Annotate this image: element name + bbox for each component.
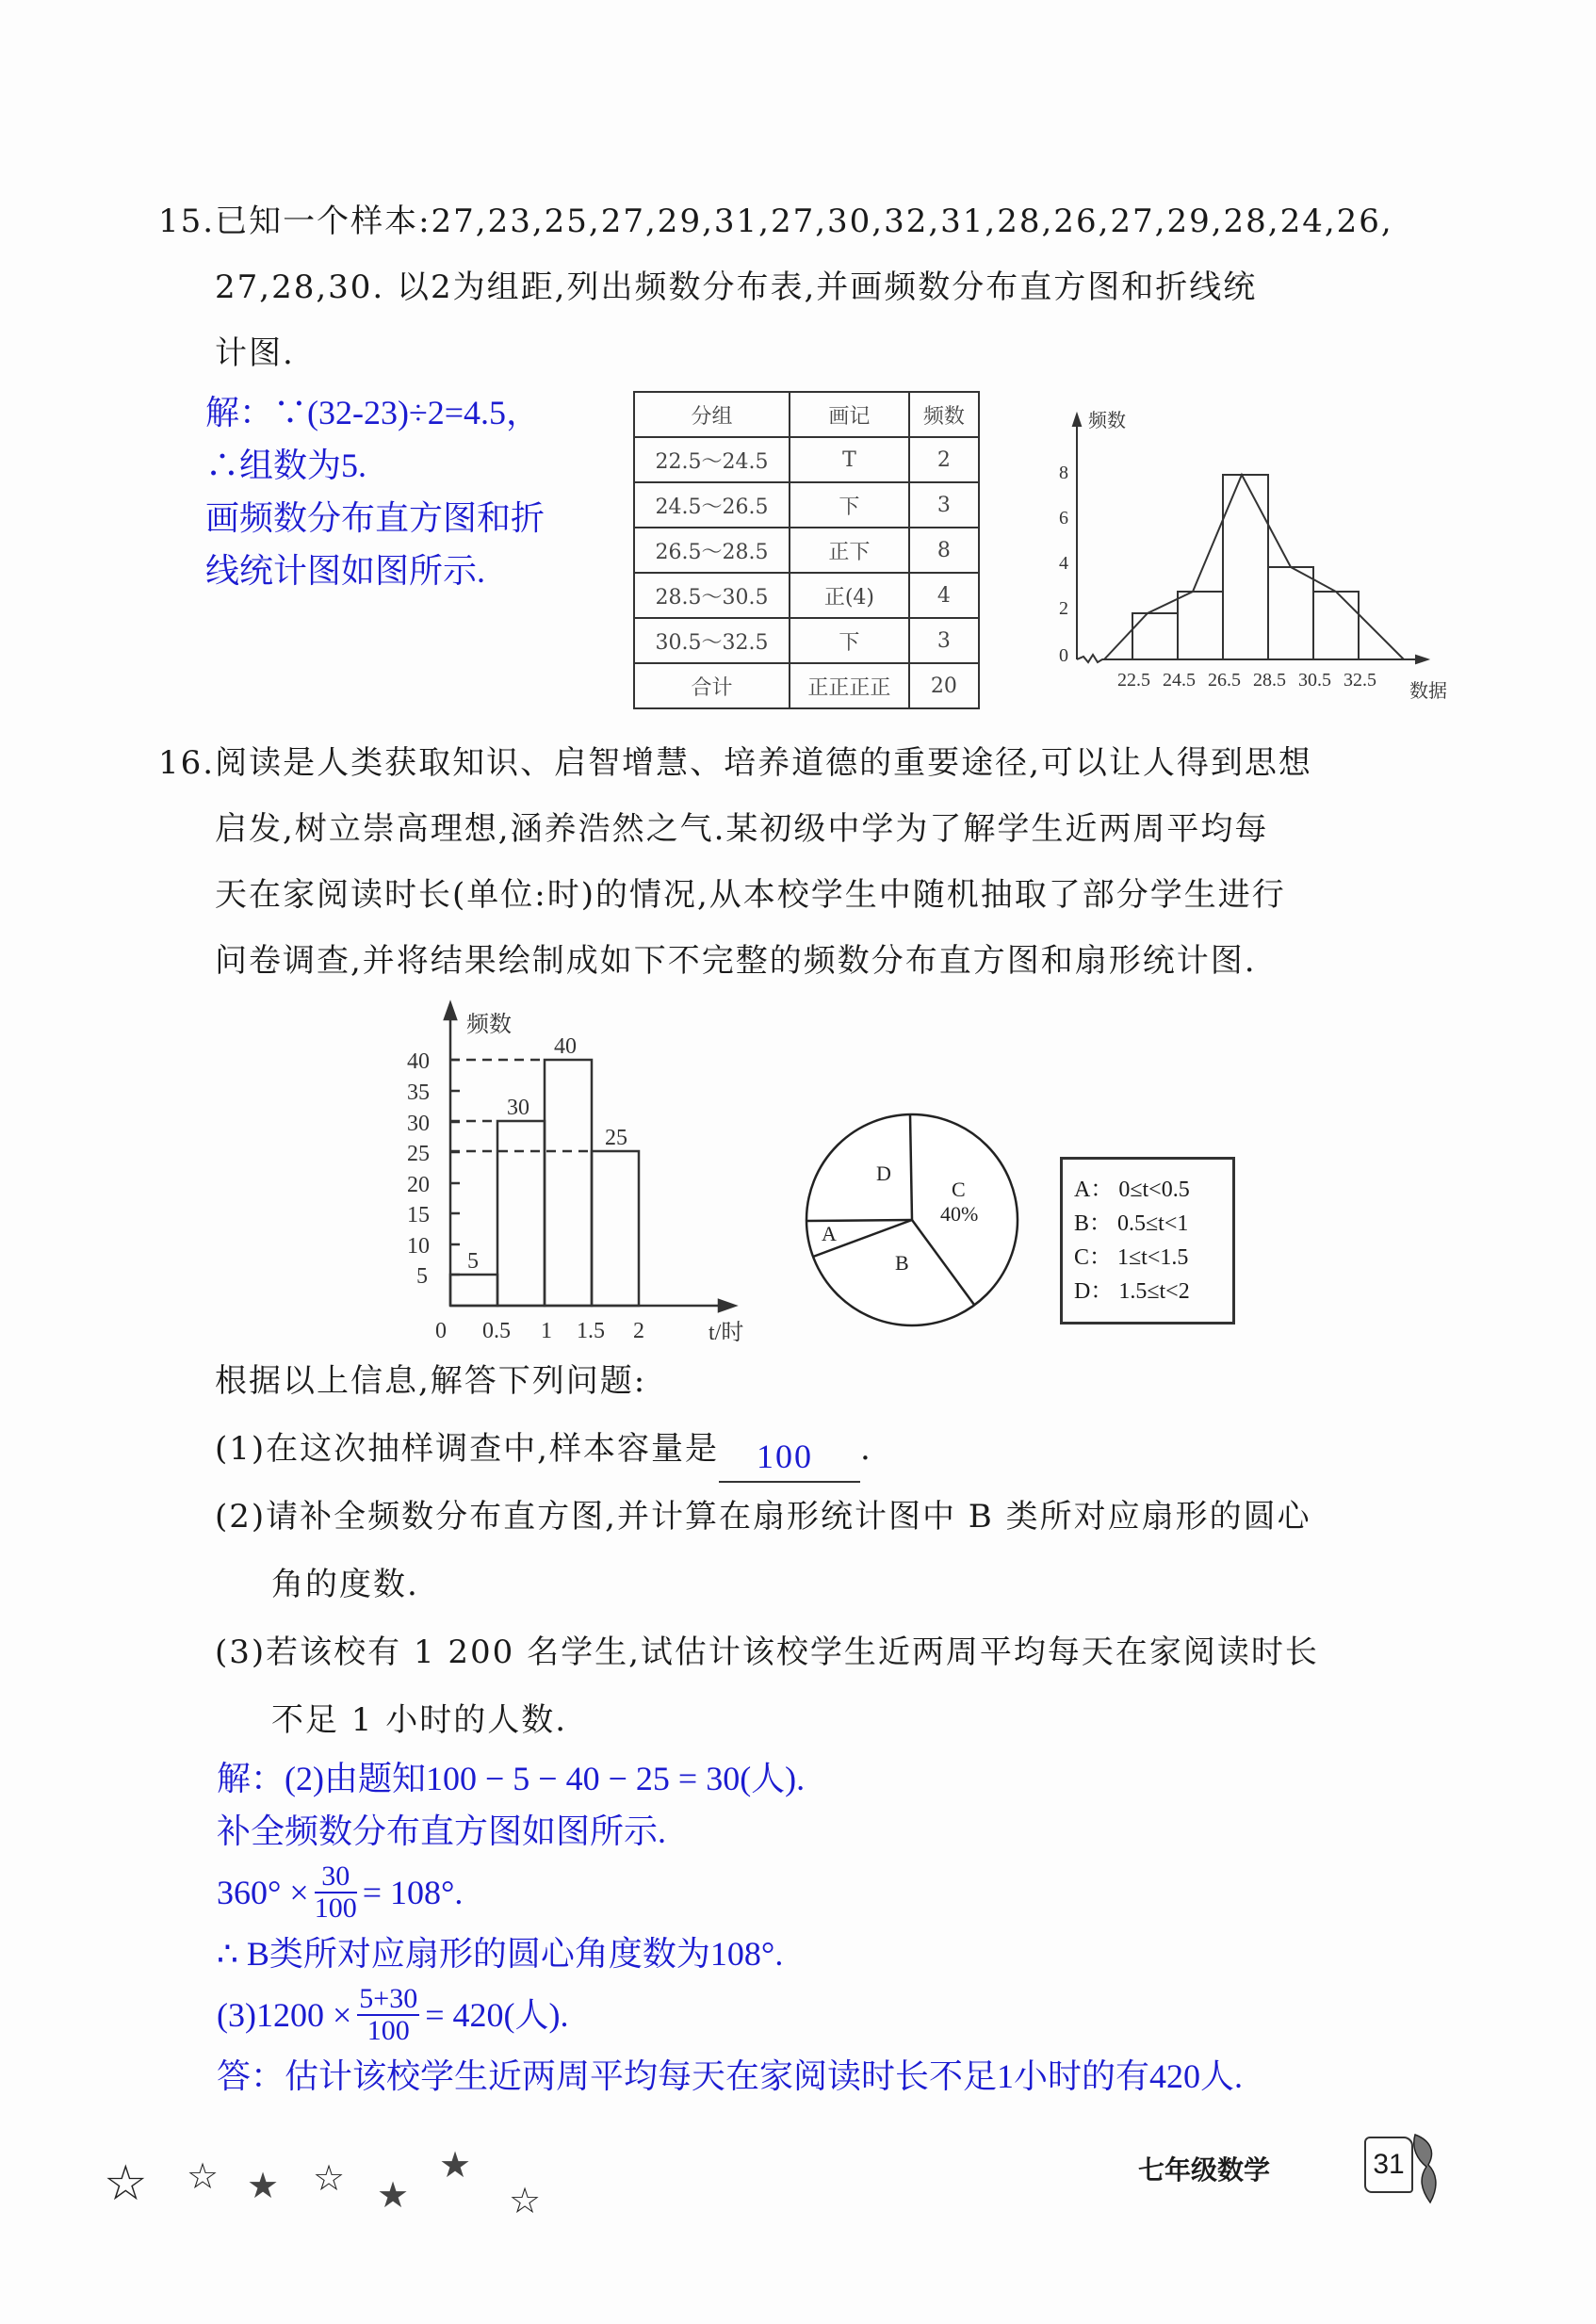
table-row xyxy=(634,437,979,482)
expr-pre: 360° × xyxy=(217,1874,309,1911)
legend-item: B： 0.5≤t<1 xyxy=(1074,1211,1189,1236)
q16-sub3: (3)若该校有 1 200 名学生,试估计该校学生近两周平均每天在家阅读时长 xyxy=(215,1633,1319,1671)
solution-line: 答：估计该校学生近两周平均每天在家阅读时长不足1小时的有420人. xyxy=(217,2057,1244,2095)
header-cell: 画记 xyxy=(790,392,909,437)
q15-solution xyxy=(205,386,545,597)
decorative-stars xyxy=(94,2138,565,2233)
table-row xyxy=(634,528,979,573)
cell: 下 xyxy=(790,482,909,528)
pie-label-d: D xyxy=(876,1162,891,1185)
q16-line: 16.阅读是人类获取知识、启智增慧、培养道德的重要途径,可以让人得到思想 xyxy=(158,744,1312,782)
svg-text:25: 25 xyxy=(605,1126,627,1150)
cell: 28.5～30.5 xyxy=(634,573,790,618)
star-icon: ★ xyxy=(439,2144,472,2186)
solution-fraction-line xyxy=(217,1980,1243,2050)
pie-label-b: B xyxy=(895,1251,909,1275)
table-total-row xyxy=(634,663,979,708)
cell: 4 xyxy=(909,573,979,618)
svg-text:8: 8 xyxy=(1059,463,1068,483)
q16-sub2: (2)请补全频数分布直方图,并计算在扇形统计图中 B 类所对应扇形的圆心 xyxy=(215,1498,1311,1536)
denominator: 100 xyxy=(366,2015,410,2046)
q15-line2: 27,28,30. 以2为组距,列出频数分布表,并画频数分布直方图和折线统 xyxy=(215,268,1258,306)
frequency-table xyxy=(633,391,980,709)
leaf-decoration-icon xyxy=(1408,2131,1445,2206)
pie-chart xyxy=(801,1112,1027,1328)
pie-label-c-pct: 40% xyxy=(940,1202,979,1226)
table-header xyxy=(634,392,979,437)
svg-text:1: 1 xyxy=(541,1319,552,1343)
numerator: 5+30 xyxy=(359,1983,418,2014)
svg-text:2: 2 xyxy=(1059,598,1068,619)
page-number: 31 xyxy=(1364,2137,1413,2193)
expr-pre: (3)1200 × xyxy=(217,1996,352,2034)
cell: 2 xyxy=(909,437,979,482)
x-axis-label: 数据 xyxy=(1409,681,1447,702)
q15-solution-line: 画频数分布直方图和折 xyxy=(205,499,546,537)
q15-solution-line: ∴组数为5. xyxy=(205,447,367,484)
cell: 下 xyxy=(790,618,909,663)
q16-solution xyxy=(217,1752,1243,2103)
legend-item: C： 1≤t<1.5 xyxy=(1074,1245,1189,1270)
solution-fraction-line xyxy=(217,1858,1243,1927)
svg-text:0: 0 xyxy=(1059,645,1068,666)
q15-text xyxy=(158,188,1458,386)
q16-sub2-cont: 角的度数. xyxy=(271,1566,419,1603)
answer-blank[interactable] xyxy=(719,1438,860,1483)
fraction xyxy=(357,1984,419,2046)
svg-text:5: 5 xyxy=(416,1264,428,1289)
solution-line: 补全频数分布直方图如图所示. xyxy=(217,1812,667,1850)
q16-sub3-cont: 不足 1 小时的人数. xyxy=(271,1701,568,1739)
histogram-q16 xyxy=(396,989,754,1347)
star-icon: ★ xyxy=(247,2165,280,2206)
svg-text:10: 10 xyxy=(407,1234,430,1259)
svg-text:2: 2 xyxy=(633,1319,644,1343)
q16-text xyxy=(158,730,1458,994)
star-icon: ☆ xyxy=(187,2155,220,2197)
svg-text:30: 30 xyxy=(407,1112,430,1136)
svg-text:32.5: 32.5 xyxy=(1344,670,1376,691)
expr-post: = 108°. xyxy=(362,1874,464,1911)
histogram-q15 xyxy=(1046,386,1460,707)
cell: 24.5～26.5 xyxy=(634,482,790,528)
cell: 3 xyxy=(909,618,979,663)
q16-intro: 根据以上信息,解答下列问题: xyxy=(215,1362,647,1400)
cell: T xyxy=(790,437,909,482)
q15-solution-line: 解：∵(32-23)÷2=4.5， xyxy=(205,394,541,431)
cell: 20 xyxy=(909,663,979,708)
cell: 正(4) xyxy=(790,573,909,618)
solution-line: ∴ B类所对应扇形的圆心角度数为108°. xyxy=(217,1935,784,1973)
q15-line3: 计图. xyxy=(215,334,295,372)
svg-text:6: 6 xyxy=(1059,508,1068,528)
svg-text:22.5: 22.5 xyxy=(1117,670,1150,691)
cell: 正下 xyxy=(790,528,909,573)
table-row xyxy=(634,618,979,663)
fraction xyxy=(315,1861,357,1924)
q16-line: 问卷调查,并将结果绘制成如下不完整的频数分布直方图和扇形统计图. xyxy=(215,942,1257,980)
header-cell: 频数 xyxy=(909,392,979,437)
pie-label-a: A xyxy=(822,1222,837,1245)
sub1-suffix: . xyxy=(859,1430,872,1468)
q16-line: 天在家阅读时长(单位:时)的情况,从本校学生中随机抽取了部分学生进行 xyxy=(215,876,1286,914)
cell: 3 xyxy=(909,482,979,528)
svg-text:0: 0 xyxy=(435,1319,447,1343)
svg-text:25: 25 xyxy=(407,1142,430,1166)
q16-subquestions xyxy=(215,1347,1468,1754)
table-row xyxy=(634,482,979,528)
star-icon: ★ xyxy=(377,2174,410,2216)
svg-text:5: 5 xyxy=(467,1249,479,1274)
cell: 8 xyxy=(909,528,979,573)
svg-text:35: 35 xyxy=(407,1081,430,1105)
legend-item: A： 0≤t<0.5 xyxy=(1074,1178,1190,1202)
expr-post: = 420(人). xyxy=(425,1996,569,2034)
pie-label-c: C xyxy=(952,1178,966,1201)
cell: 30.5～32.5 xyxy=(634,618,790,663)
svg-text:20: 20 xyxy=(407,1173,430,1197)
star-icon: ☆ xyxy=(509,2180,542,2221)
sub1-answer: 100 xyxy=(756,1438,813,1475)
header-cell: 分组 xyxy=(634,392,790,437)
book-title: 七年级数学 xyxy=(1138,2154,1271,2186)
pie-legend xyxy=(1060,1157,1235,1325)
svg-text:40: 40 xyxy=(407,1049,430,1074)
svg-text:4: 4 xyxy=(1059,553,1068,574)
cell: 22.5～24.5 xyxy=(634,437,790,482)
q15-line1: 15.已知一个样本:27,23,25,27,29,31,27,30,32,31,28,26,27,29,28,24,26, xyxy=(158,203,1393,240)
svg-text:1.5: 1.5 xyxy=(577,1319,605,1343)
table-row xyxy=(634,573,979,618)
solution-line: 解：(2)由题知100 − 5 − 40 − 25 = 30(人). xyxy=(217,1760,806,1797)
cell: 正正正正 xyxy=(790,663,909,708)
q16-line: 启发,树立崇高理想,涵养浩然之气.某初级中学为了解学生近两周平均每 xyxy=(215,810,1269,848)
denominator: 100 xyxy=(314,1893,357,1924)
svg-text:0.5: 0.5 xyxy=(482,1319,511,1343)
svg-text:24.5: 24.5 xyxy=(1163,670,1196,691)
svg-text:15: 15 xyxy=(407,1203,430,1227)
sub1-text: (1)在这次抽样调查中,样本容量是 xyxy=(215,1430,719,1468)
y-axis-label: 频数 xyxy=(1088,411,1126,431)
svg-text:30: 30 xyxy=(507,1096,529,1120)
q16-sub1 xyxy=(215,1415,1468,1483)
x-axis-label: t/时 xyxy=(708,1321,744,1345)
svg-text:28.5: 28.5 xyxy=(1253,670,1286,691)
star-icon: ☆ xyxy=(313,2157,346,2199)
svg-text:40: 40 xyxy=(554,1034,577,1059)
legend-item: D： 1.5≤t<2 xyxy=(1074,1279,1190,1304)
svg-text:30.5: 30.5 xyxy=(1298,670,1331,691)
q15-solution-line: 线统计图如图所示. xyxy=(205,552,486,590)
cell: 合计 xyxy=(634,663,790,708)
y-axis-label: 频数 xyxy=(466,1013,512,1037)
numerator: 30 xyxy=(315,1861,357,1893)
cell: 26.5～28.5 xyxy=(634,528,790,573)
svg-text:26.5: 26.5 xyxy=(1208,670,1241,691)
star-icon: ☆ xyxy=(104,2155,148,2212)
